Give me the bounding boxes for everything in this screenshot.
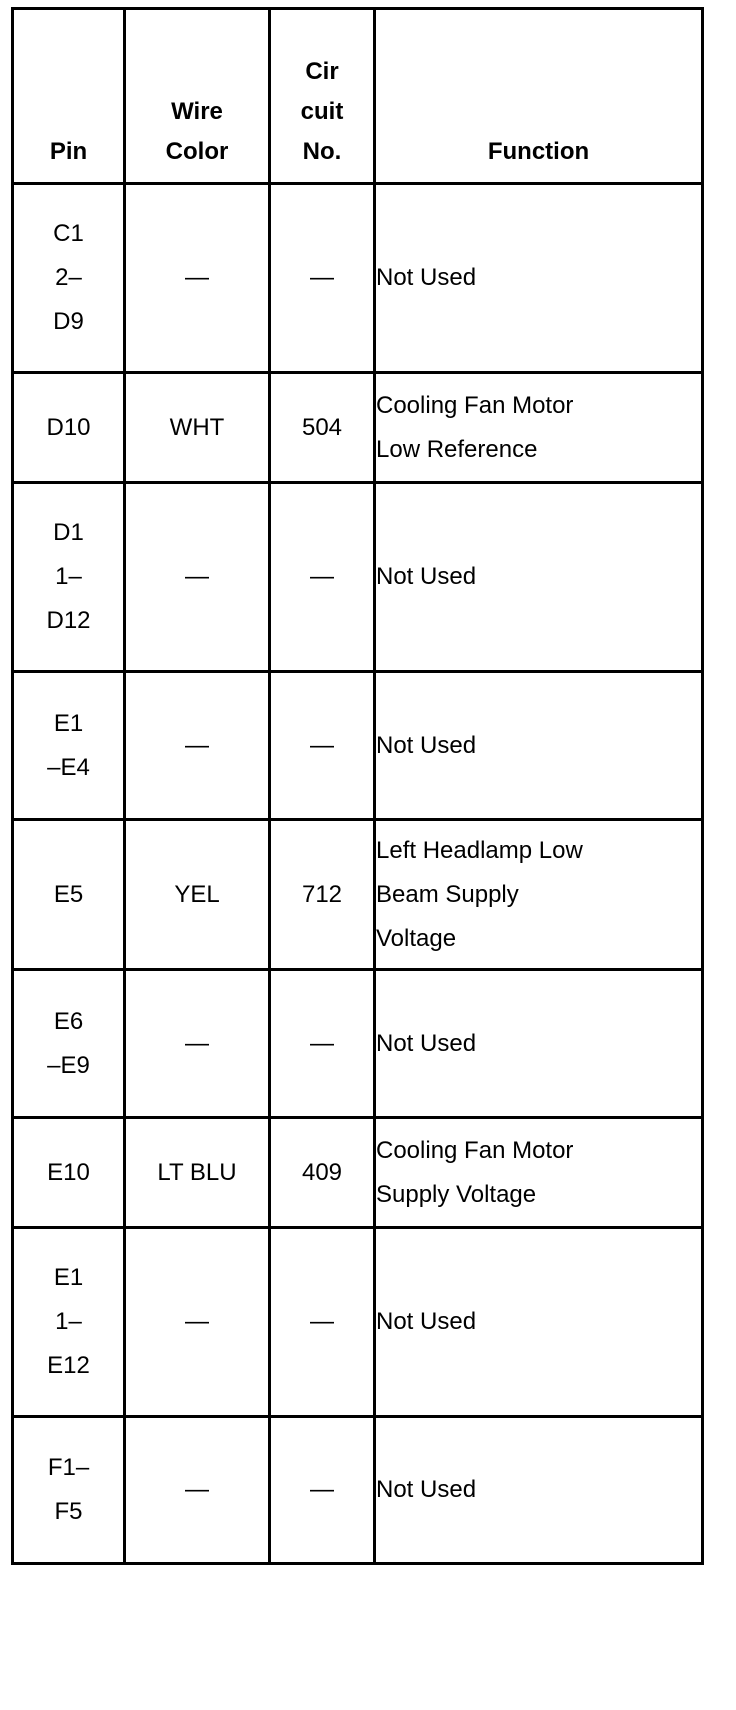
pin-cell: E6 –E9	[13, 970, 125, 1118]
header-function: Function	[375, 9, 703, 184]
wire-color-cell: LT BLU	[125, 1118, 270, 1228]
table-row	[13, 970, 703, 1118]
table-row	[13, 1228, 703, 1417]
table-row	[13, 820, 703, 970]
circuit-cell: —	[270, 483, 375, 672]
wire-color-cell: —	[125, 1228, 270, 1417]
circuit-cell: 504	[270, 373, 375, 483]
header-row	[13, 9, 703, 184]
wire-color-cell: —	[125, 184, 270, 373]
table-row	[13, 1118, 703, 1228]
function-cell: Not Used	[375, 483, 703, 672]
wire-color-cell: WHT	[125, 373, 270, 483]
wire-color-cell: —	[125, 1417, 270, 1564]
pin-cell: E5	[13, 820, 125, 970]
table-row	[13, 373, 703, 483]
circuit-cell: —	[270, 1417, 375, 1564]
circuit-cell: 409	[270, 1118, 375, 1228]
table-row	[13, 483, 703, 672]
function-cell: Not Used	[375, 184, 703, 373]
pin-cell: D1 1– D12	[13, 483, 125, 672]
pin-cell: D10	[13, 373, 125, 483]
pin-cell: E1 1– E12	[13, 1228, 125, 1417]
circuit-cell: —	[270, 970, 375, 1118]
circuit-cell: —	[270, 184, 375, 373]
function-cell: Not Used	[375, 672, 703, 820]
header-pin: Pin	[13, 9, 125, 184]
table-row	[13, 1417, 703, 1564]
pinout-table	[11, 7, 704, 1565]
wire-color-cell: —	[125, 483, 270, 672]
function-cell: Not Used	[375, 1228, 703, 1417]
pin-cell: E1 –E4	[13, 672, 125, 820]
wire-color-cell: —	[125, 672, 270, 820]
circuit-cell: 712	[270, 820, 375, 970]
function-cell: Cooling Fan Motor Supply Voltage	[375, 1118, 703, 1228]
function-cell: Cooling Fan Motor Low Reference	[375, 373, 703, 483]
pin-cell: E10	[13, 1118, 125, 1228]
function-cell: Not Used	[375, 970, 703, 1118]
wire-color-cell: YEL	[125, 820, 270, 970]
header-wire-color: Wire Color	[125, 9, 270, 184]
wire-color-cell: —	[125, 970, 270, 1118]
pin-cell: F1– F5	[13, 1417, 125, 1564]
circuit-cell: —	[270, 672, 375, 820]
function-cell: Not Used	[375, 1417, 703, 1564]
pin-cell: C1 2– D9	[13, 184, 125, 373]
header-circuit-no: Cir cuit No.	[270, 9, 375, 184]
function-cell: Left Headlamp Low Beam Supply Voltage	[375, 820, 703, 970]
table-row	[13, 672, 703, 820]
table-row	[13, 184, 703, 373]
circuit-cell: —	[270, 1228, 375, 1417]
